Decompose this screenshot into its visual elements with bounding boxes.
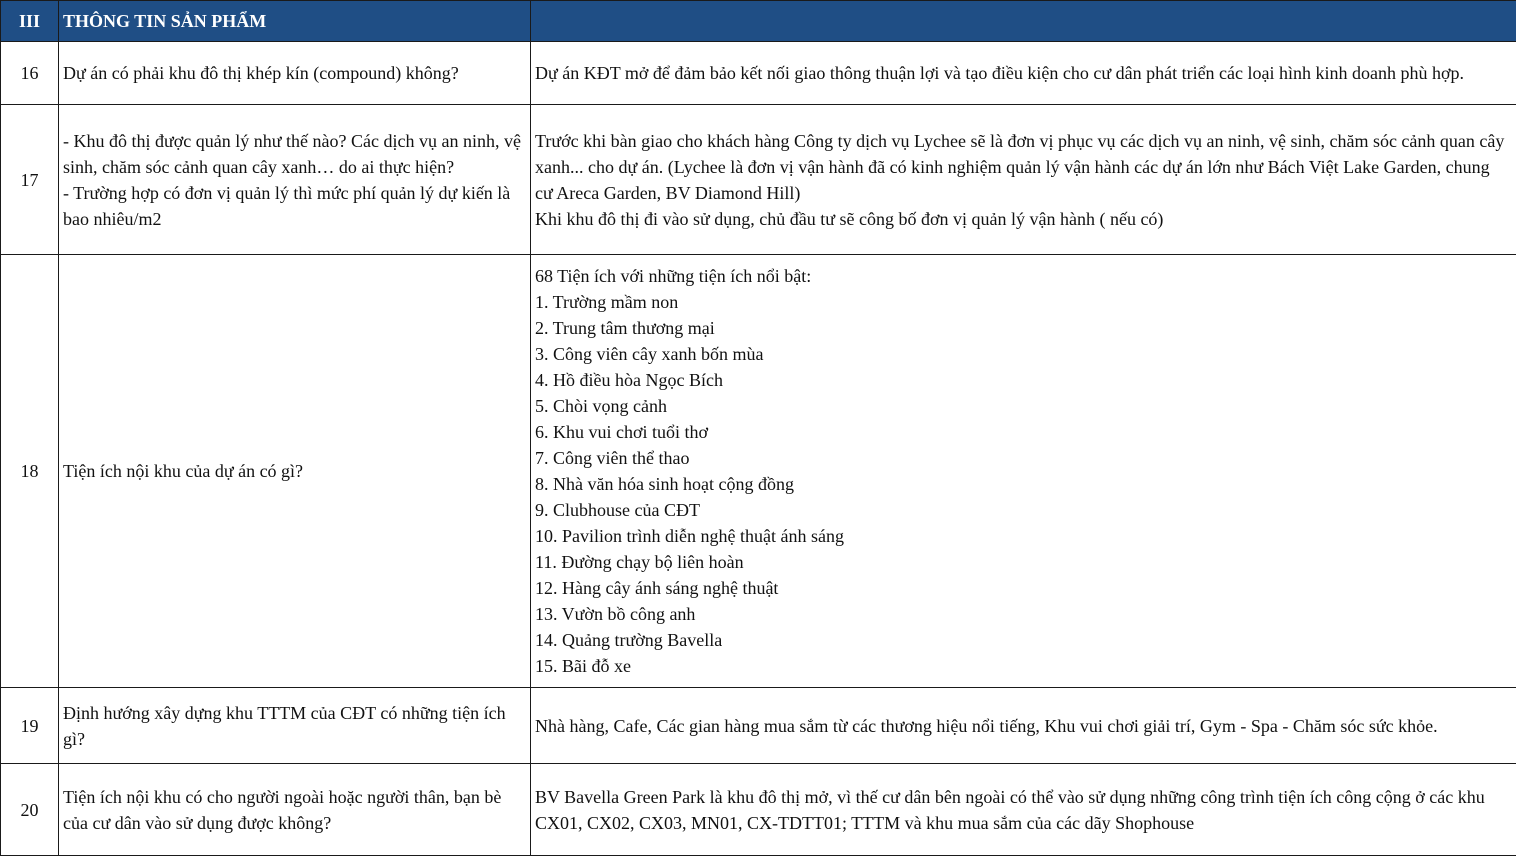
question-cell: Tiện ích nội khu có cho người ngoài hoặc người thân, bạn bè của cư dân vào sử dụng được không?: [59, 764, 531, 856]
row-number: 17: [1, 105, 59, 255]
section-number: III: [1, 1, 59, 42]
table-row: [1, 688, 1516, 764]
row-number: 16: [1, 42, 59, 105]
question-cell: Dự án có phải khu đô thị khép kín (compound) không?: [59, 42, 531, 105]
table-row: [1, 105, 1516, 255]
amenity-item: 11. Đường chạy bộ liên hoàn: [535, 552, 744, 572]
section-title: THÔNG TIN SẢN PHẨM: [59, 1, 531, 42]
section-header-row: [1, 1, 1516, 42]
amenity-item: 9. Clubhouse của CĐT: [535, 500, 700, 520]
amenity-item: 4. Hồ điều hòa Ngọc Bích: [535, 370, 723, 390]
question-cell: Tiện ích nội khu của dự án có gì?: [59, 255, 531, 688]
amenity-item: 15. Bãi đỗ xe: [535, 656, 631, 676]
amenity-item: 13. Vườn bồ công anh: [535, 604, 696, 624]
amenity-item: 5. Chòi vọng cảnh: [535, 396, 667, 416]
amenity-item: 14. Quảng trường Bavella: [535, 630, 723, 650]
question-cell: Định hướng xây dựng khu TTTM của CĐT có những tiện ích gì?: [59, 688, 531, 764]
amenity-item: 3. Công viên cây xanh bốn mùa: [535, 344, 764, 364]
question-cell: - Khu đô thị được quản lý như thế nào? Các dịch vụ an ninh, vệ sinh, chăm sóc cảnh quan cây xanh… do ai thực hiện? - Trường hợp có đơn vị quản lý thì mức phí quản lý dự kiến là bao nhiêu/m2: [59, 105, 531, 255]
amenity-item: 7. Công viên thể thao: [535, 448, 690, 468]
answer-cell: [531, 255, 1516, 688]
amenity-item: 12. Hàng cây ánh sáng nghệ thuật: [535, 578, 779, 598]
amenity-item: 8. Nhà văn hóa sinh hoạt cộng đồng: [535, 474, 794, 494]
amenity-item: 1. Trường mầm non: [535, 292, 679, 312]
answer-cell: BV Bavella Green Park là khu đô thị mở, vì thế cư dân bên ngoài có thể vào sử dụng những công trình tiện ích công cộng ở các khu CX01, CX02, CX03, MN01, CX-TDTT01; TTTM và khu mua sắm của các dãy Shophouse: [531, 764, 1516, 856]
section-header-empty: [531, 1, 1516, 42]
table-row: [1, 42, 1516, 105]
amenity-item: 2. Trung tâm thương mại: [535, 318, 715, 338]
answer-cell: Nhà hàng, Cafe, Các gian hàng mua sắm từ các thương hiệu nổi tiếng, Khu vui chơi giải trí, Gym - Spa - Chăm sóc sức khỏe.: [531, 688, 1516, 764]
amenity-item: 10. Pavilion trình diễn nghệ thuật ánh sáng: [535, 526, 844, 546]
answer-cell: Dự án KĐT mở để đảm bảo kết nối giao thông thuận lợi và tạo điều kiện cho cư dân phát triển các loại hình kinh doanh phù hợp.: [531, 42, 1516, 105]
row-number: 19: [1, 688, 59, 764]
row-number: 20: [1, 764, 59, 856]
row-number: 18: [1, 255, 59, 688]
amenities-intro: 68 Tiện ích với những tiện ích nổi bật:: [535, 266, 812, 286]
table-row: [1, 255, 1516, 688]
amenity-item: 6. Khu vui chơi tuổi thơ: [535, 422, 709, 442]
answer-cell: Trước khi bàn giao cho khách hàng Công ty dịch vụ Lychee sẽ là đơn vị phục vụ các dịch vụ an ninh, vệ sinh, chăm sóc cảnh quan cây xanh... cho dự án. (Lychee là đơn vị vận hành đã có kinh nghiệm quản lý vận hành các dự án lớn như Bách Việt Lake Garden, chung cư Areca Garden, BV Diamond Hill) Khi khu đô thị đi vào sử dụng, chủ đầu tư sẽ công bố đơn vị quản lý vận hành ( nếu có): [531, 105, 1516, 255]
table-row: [1, 764, 1516, 856]
